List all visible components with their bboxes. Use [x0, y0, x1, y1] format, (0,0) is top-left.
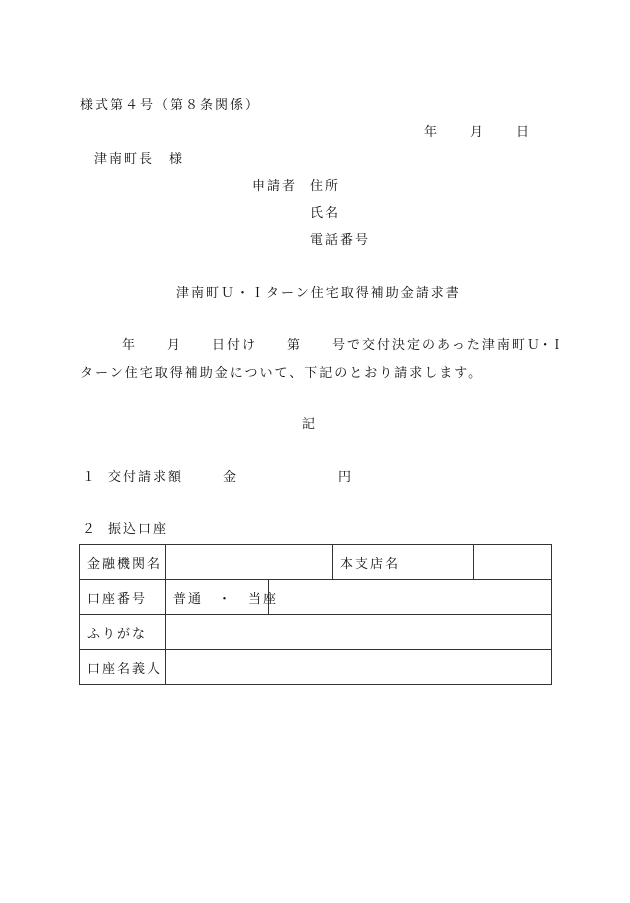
date-year: 年: [424, 125, 440, 140]
account-holder-label: 口座名義人: [80, 650, 166, 685]
form-number: 様式第４号（第８条関係）: [80, 98, 261, 113]
item-2-label: 振込口座: [108, 522, 169, 537]
amount-kin-label: 金: [223, 470, 239, 485]
account-type-field[interactable]: 普通 ・ 当座: [166, 580, 269, 615]
institution-field[interactable]: [166, 545, 333, 580]
body-text-line-1: 年 月 日付け 第 号で交付決定のあった津南町Ｕ･Ｉ: [122, 338, 566, 353]
applicant-label: 申請者: [252, 179, 298, 194]
furigana-field[interactable]: [166, 615, 552, 650]
table-row: [80, 650, 552, 685]
branch-label: 本支店名: [333, 545, 474, 580]
document-title: 津南町Ｕ・Ｉターン住宅取得補助金請求書: [176, 286, 461, 301]
account-holder-field[interactable]: [166, 650, 552, 685]
table-row: [80, 545, 552, 580]
bank-account-table: [79, 544, 552, 685]
furigana-label: ふりがな: [80, 615, 166, 650]
account-number-field[interactable]: [269, 580, 552, 615]
phone-label: 電話番号: [310, 233, 371, 248]
address-label: 住所: [310, 179, 341, 194]
addressee: 津南町長 様: [94, 152, 185, 167]
date-month: 月: [470, 125, 486, 140]
date-line: [424, 124, 531, 142]
item-1-label: 交付請求額: [108, 470, 184, 485]
name-label: 氏名: [310, 206, 341, 221]
branch-field[interactable]: [474, 545, 552, 580]
amount-yen-label: 円: [338, 470, 354, 485]
table-row: [80, 615, 552, 650]
item-1-number: １: [82, 470, 98, 485]
item-2-number: ２: [82, 522, 98, 537]
account-number-label: 口座番号: [80, 580, 166, 615]
body-text-line-2: ターン住宅取得補助金について、下記のとおり請求します。: [80, 366, 484, 381]
institution-label: 金融機関名: [80, 545, 166, 580]
table-row: [80, 580, 552, 615]
ki-heading: 記: [302, 417, 318, 432]
date-day: 日: [516, 125, 532, 140]
